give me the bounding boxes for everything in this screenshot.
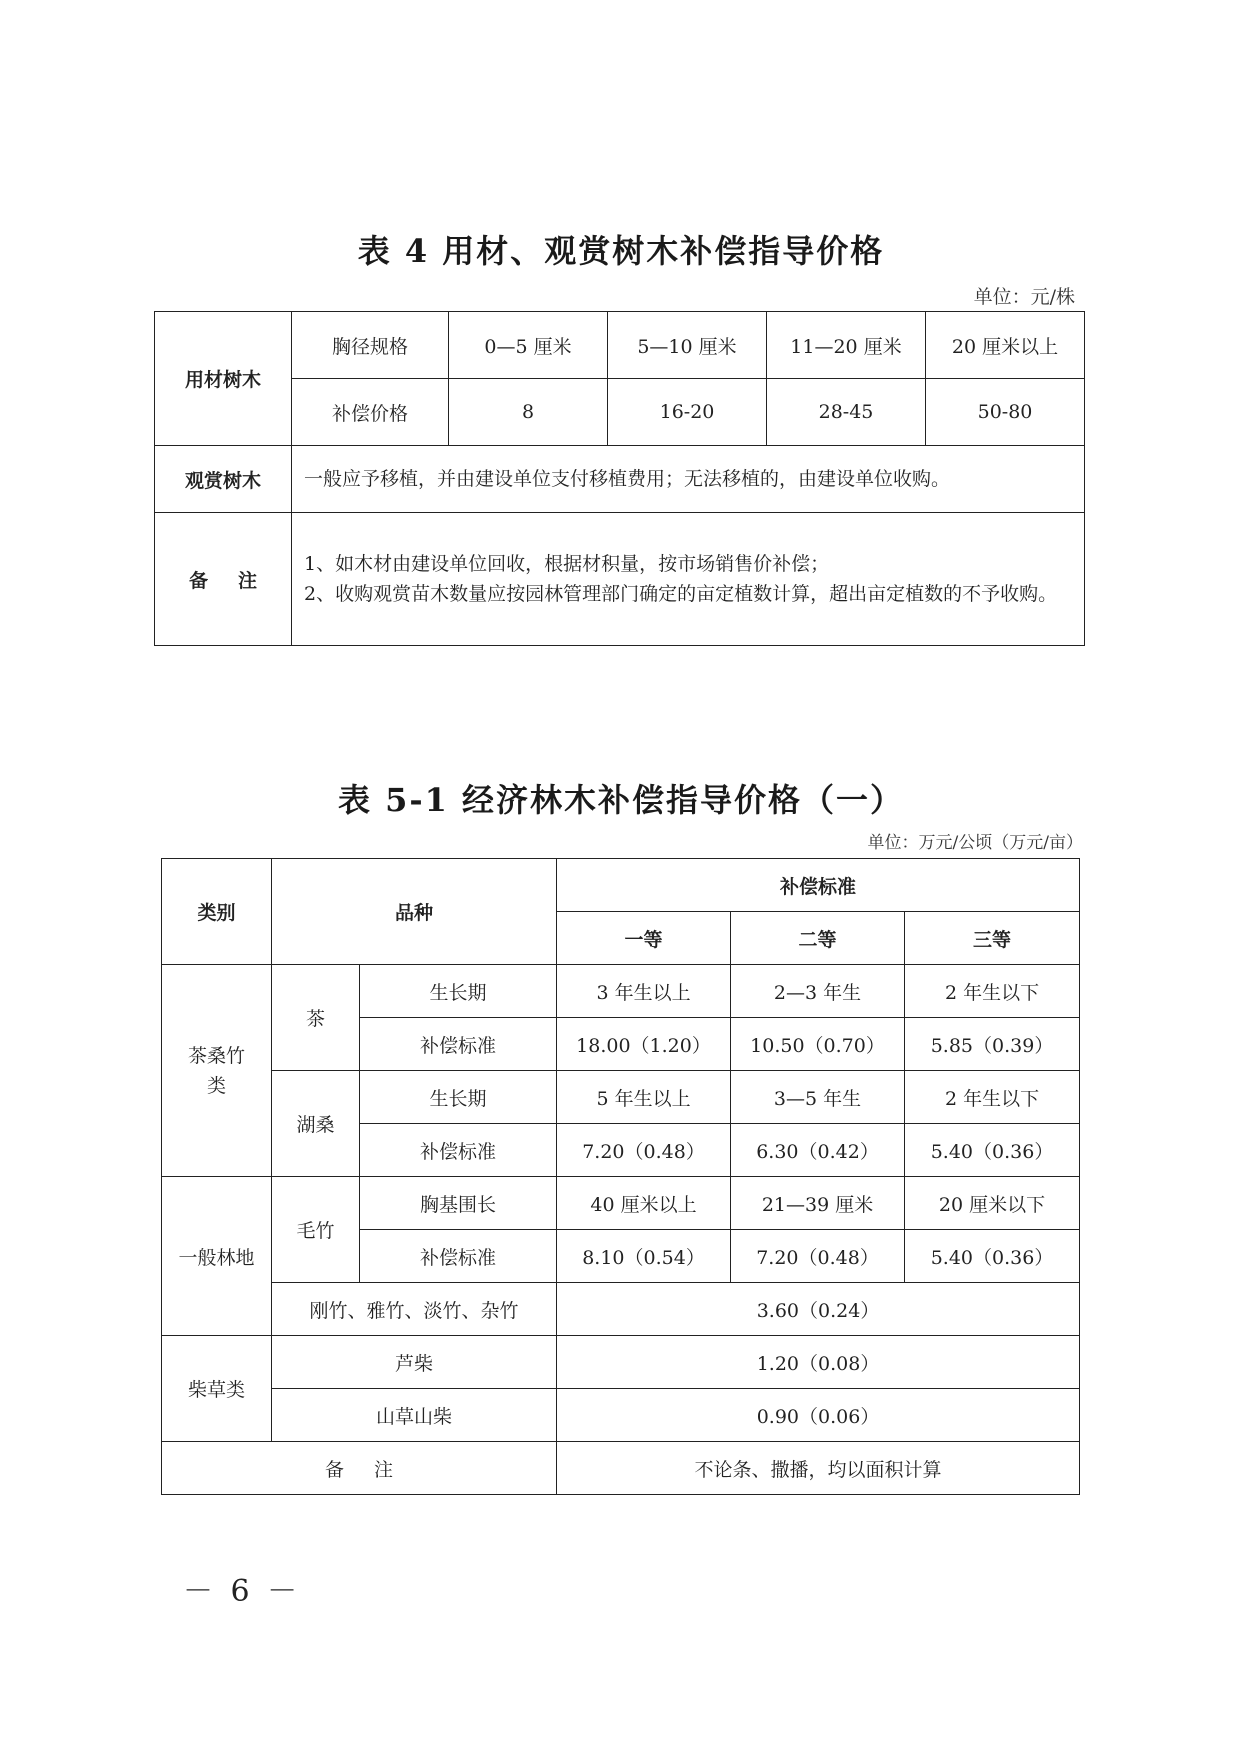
table5-title: 表 5-1 经济林木补偿指导价格（一） <box>337 781 905 819</box>
header-grade: 三等 <box>905 912 1080 965</box>
data-cell: 8.10（0.54） <box>557 1230 731 1283</box>
data-cell: 21—39 厘米 <box>731 1177 905 1230</box>
data-cell: 2—3 年生 <box>731 965 905 1018</box>
table-row <box>155 312 1085 379</box>
data-cell: 3.60（0.24） <box>557 1283 1080 1336</box>
table-row <box>162 965 1080 1018</box>
note-label: 备注 <box>188 569 287 592</box>
note-text <box>292 513 1085 646</box>
spec-label: 胸径规格 <box>292 312 449 379</box>
category-chaicao: 柴草类 <box>162 1336 272 1442</box>
row-label: 补偿标准 <box>360 1018 557 1071</box>
note-label: 备注 <box>325 1458 424 1481</box>
data-cell: 5.40（0.36） <box>905 1230 1080 1283</box>
data-cell: 6.30（0.42） <box>731 1124 905 1177</box>
table-row <box>155 513 1085 646</box>
data-cell: 18.00（1.20） <box>557 1018 731 1071</box>
spec-cell: 5—10 厘米 <box>608 312 767 379</box>
data-cell: 3—5 年生 <box>731 1071 905 1124</box>
table-row <box>162 1177 1080 1230</box>
variety-cha: 茶 <box>272 965 360 1071</box>
data-cell: 0.90（0.06） <box>557 1389 1080 1442</box>
table-row <box>155 446 1085 513</box>
header-grade: 二等 <box>731 912 905 965</box>
variety-husang: 湖桑 <box>272 1071 360 1177</box>
table4-unit: 单位：元/株 <box>973 286 1075 308</box>
table-row <box>155 379 1085 446</box>
price-cell: 28-45 <box>767 379 926 446</box>
header-category: 类别 <box>162 859 272 965</box>
header-standard: 补偿标准 <box>557 859 1080 912</box>
table5-unit: 单位：万元/公顷（万元/亩） <box>867 833 1083 853</box>
data-cell: 40 厘米以上 <box>557 1177 731 1230</box>
spec-cell: 11—20 厘米 <box>767 312 926 379</box>
table4-title: 表 4 用材、观赏树木补偿指导价格 <box>357 232 885 270</box>
spec-cell: 20 厘米以上 <box>926 312 1085 379</box>
table-row <box>162 1442 1080 1495</box>
guanshang-text: 一般应予移植，并由建设单位支付移植费用；无法移植的，由建设单位收购。 <box>292 446 1085 513</box>
note-text: 不论条、撒播，均以面积计算 <box>557 1442 1080 1495</box>
table5 <box>161 858 1080 1495</box>
data-cell: 7.20（0.48） <box>557 1124 731 1177</box>
table-row <box>162 1389 1080 1442</box>
data-cell: 2 年生以下 <box>905 1071 1080 1124</box>
price-cell: 16-20 <box>608 379 767 446</box>
variety-maozhu: 毛竹 <box>272 1177 360 1283</box>
row-label: 生长期 <box>360 1071 557 1124</box>
category-chasang: 茶桑竹类 <box>162 965 272 1177</box>
price-label: 补偿价格 <box>292 379 449 446</box>
price-cell: 50-80 <box>926 379 1085 446</box>
table-row <box>162 1283 1080 1336</box>
data-cell: 5.85（0.39） <box>905 1018 1080 1071</box>
data-cell: 10.50（0.70） <box>731 1018 905 1071</box>
row-label: 补偿标准 <box>360 1230 557 1283</box>
price-cell: 8 <box>449 379 608 446</box>
data-cell: 7.20（0.48） <box>731 1230 905 1283</box>
note-line: 1、如木材由建设单位回收，根据材积量，按市场销售价补偿； <box>304 553 830 575</box>
row-label: 胸基围长 <box>360 1177 557 1230</box>
note-line: 2、收购观赏苗木数量应按园林管理部门确定的亩定植数计算，超出亩定植数的不予收购。 <box>304 583 1058 605</box>
table-row <box>162 1336 1080 1389</box>
data-cell: 5 年生以上 <box>557 1071 731 1124</box>
data-cell: 1.20（0.08） <box>557 1336 1080 1389</box>
page-number: － 6 － <box>183 1574 302 1609</box>
variety-shancao: 山草山柴 <box>272 1389 557 1442</box>
table4 <box>154 311 1085 646</box>
variety-other-bamboo: 刚竹、雅竹、淡竹、杂竹 <box>272 1283 557 1336</box>
row-label: 生长期 <box>360 965 557 1018</box>
header-variety: 品种 <box>272 859 557 965</box>
row-header-guanshang: 观赏树木 <box>155 446 292 513</box>
row-header-yongcai: 用材树木 <box>155 312 292 446</box>
data-cell: 3 年生以上 <box>557 965 731 1018</box>
row-header-note <box>155 513 292 646</box>
row-label: 补偿标准 <box>360 1124 557 1177</box>
table-row <box>162 1071 1080 1124</box>
table-row <box>162 859 1080 912</box>
spec-cell: 0—5 厘米 <box>449 312 608 379</box>
note-label-cell <box>162 1442 557 1495</box>
data-cell: 20 厘米以下 <box>905 1177 1080 1230</box>
variety-luchai: 芦柴 <box>272 1336 557 1389</box>
data-cell: 5.40（0.36） <box>905 1124 1080 1177</box>
header-grade: 一等 <box>557 912 731 965</box>
data-cell: 2 年生以下 <box>905 965 1080 1018</box>
category-linde: 一般林地 <box>162 1177 272 1336</box>
